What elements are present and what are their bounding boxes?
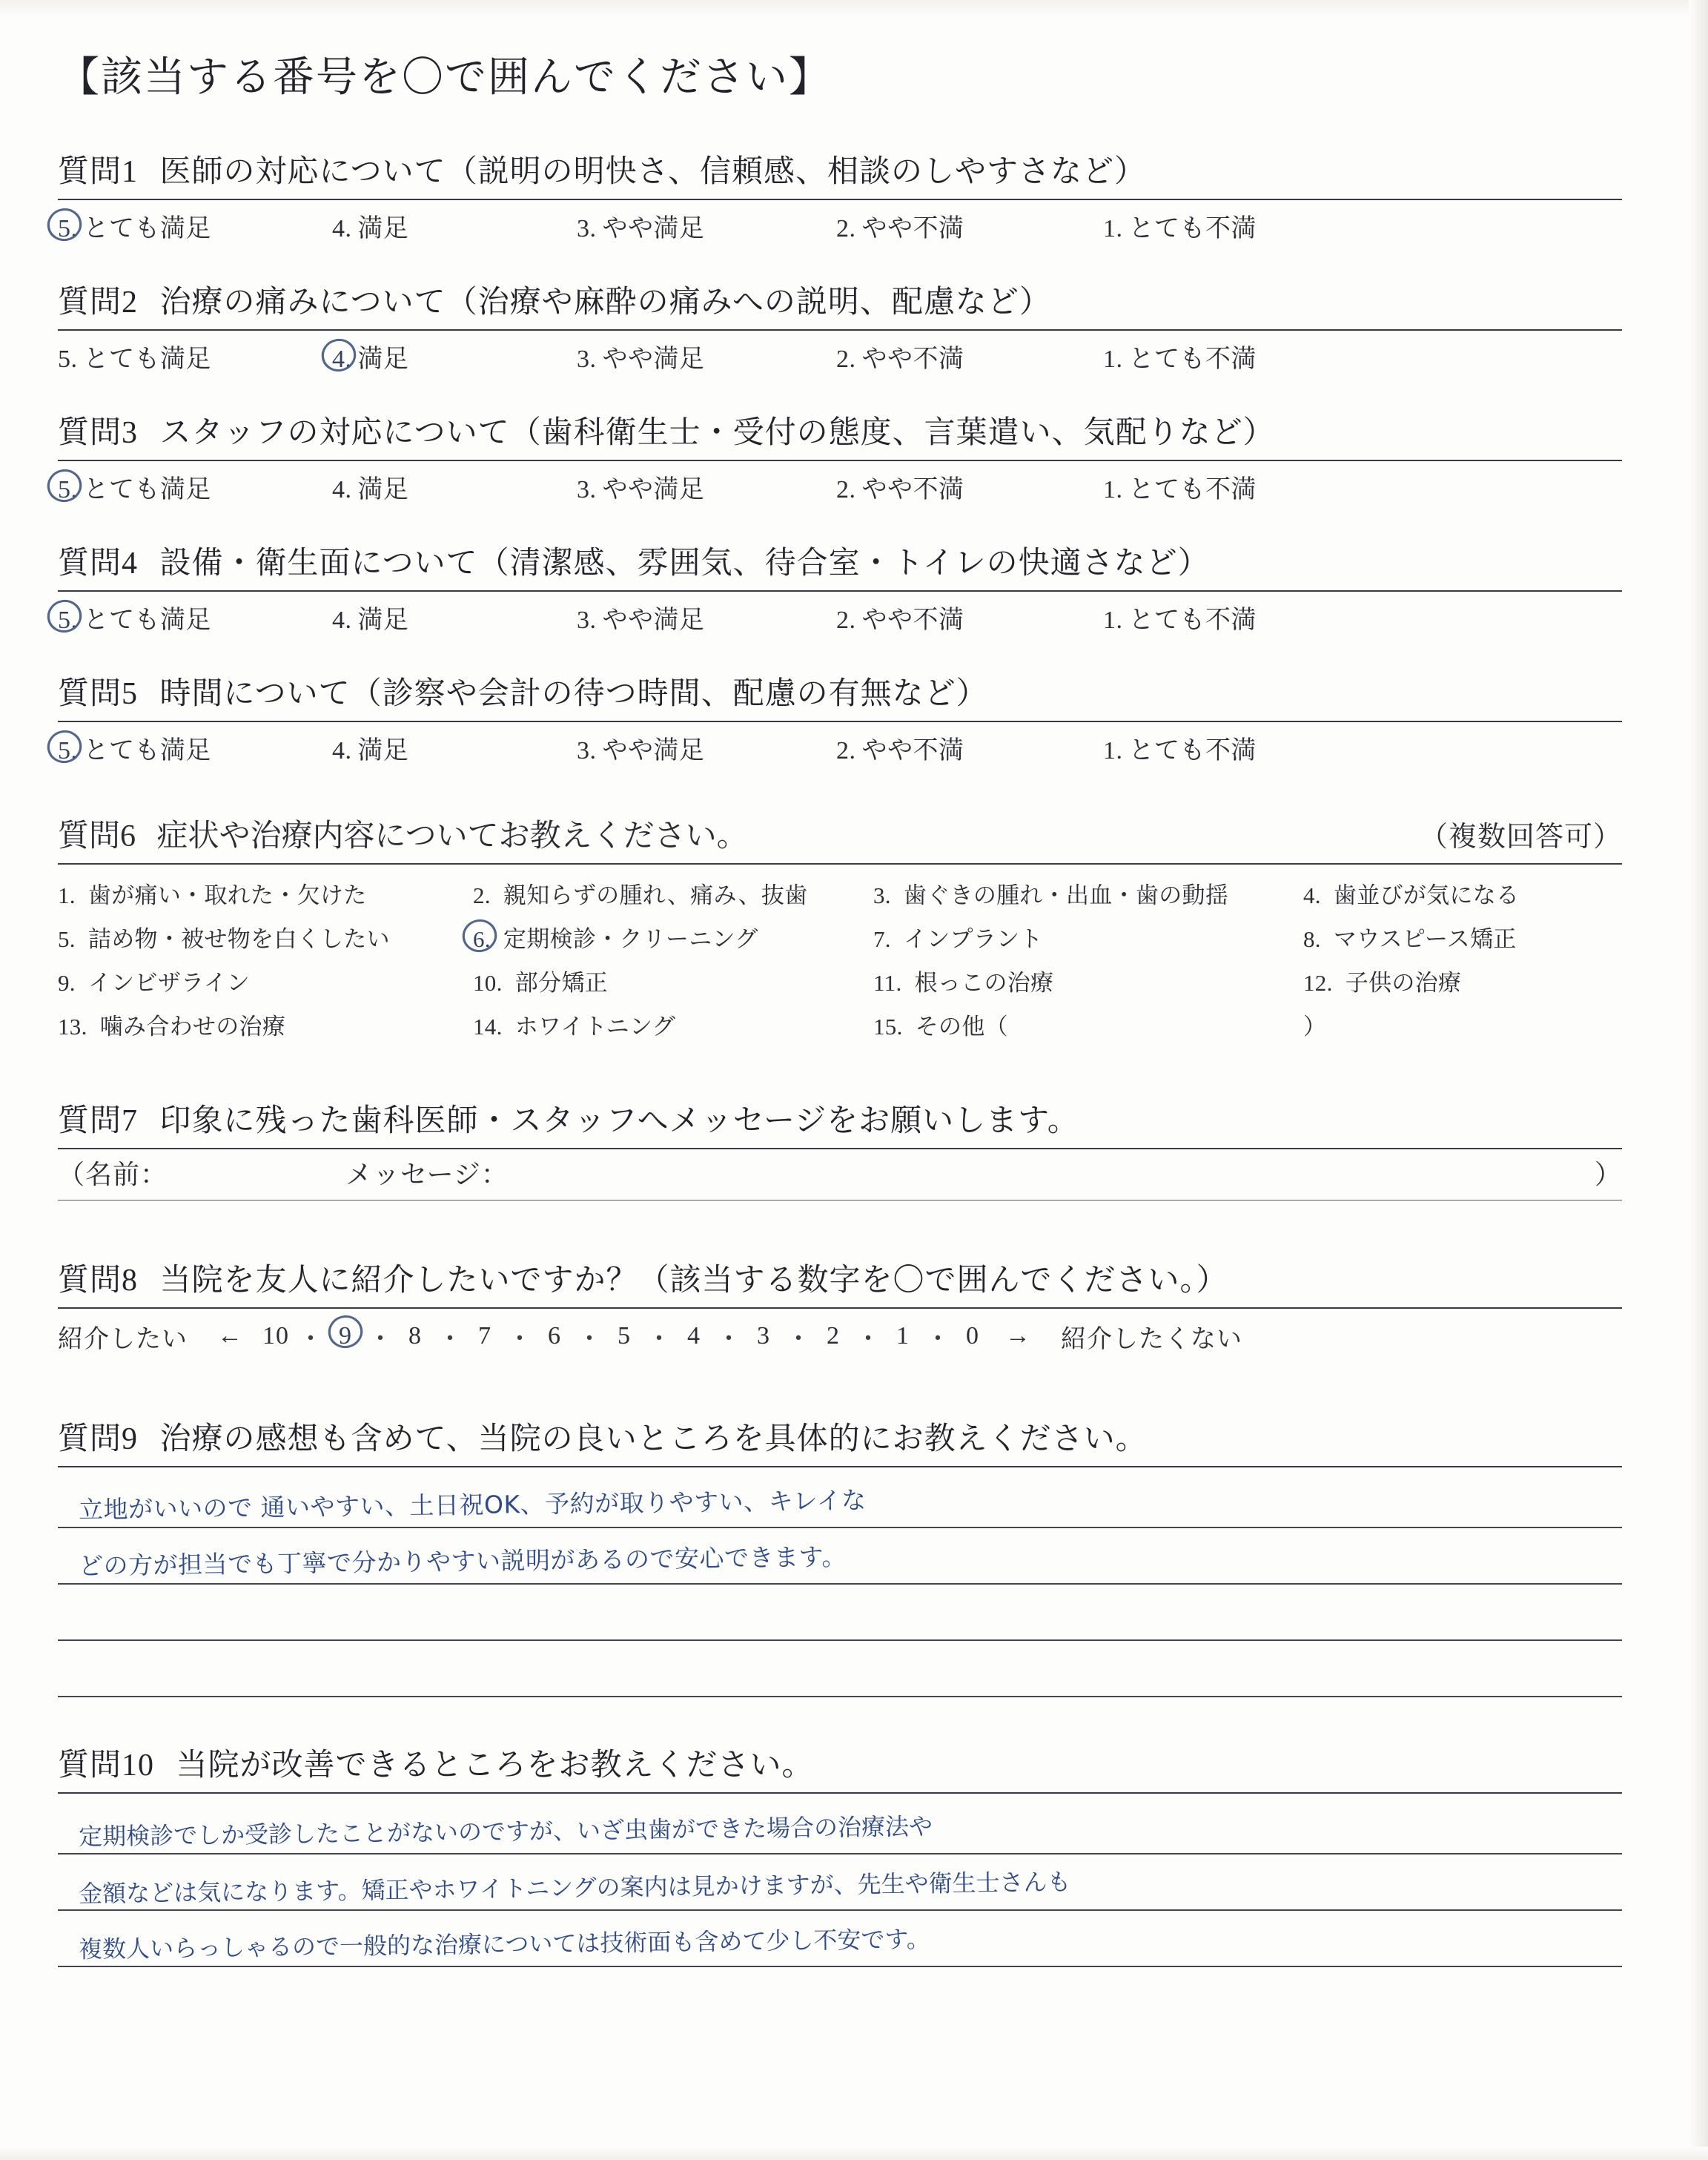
q6-option-1-label: 歯が痛い・取れた・欠けた xyxy=(87,882,367,908)
question-5-text: 時間について（診察や会計の待つ時間、配慮の有無など） xyxy=(159,677,988,711)
q6-option-12-label: 子供の治療 xyxy=(1345,970,1462,996)
question-2-text: 治療の痛みについて（治療や麻酔の痛みへの説明、配慮など） xyxy=(159,285,1051,320)
question-9-answer-area[interactable] xyxy=(58,1472,1622,1697)
q8-number-6[interactable]: 6 xyxy=(548,1322,561,1350)
answer-line[interactable] xyxy=(58,1472,1622,1528)
option-2[interactable] xyxy=(836,599,1103,635)
option-1[interactable] xyxy=(1103,469,1257,505)
q6-option-11[interactable] xyxy=(873,964,1303,997)
option-2[interactable] xyxy=(836,469,1103,505)
q8-number-4[interactable]: 4 xyxy=(687,1322,701,1350)
option-4-label: 満足 xyxy=(357,736,409,764)
question-4-options xyxy=(58,596,1622,638)
question-10-answer-area[interactable] xyxy=(58,1798,1622,1967)
q6-option-9-number[interactable]: 9. xyxy=(58,970,76,996)
option-4-number[interactable]: 4. xyxy=(332,736,352,764)
q8-number-1[interactable]: 1 xyxy=(896,1322,910,1350)
q6-option-12[interactable] xyxy=(1303,964,1615,997)
option-2-number[interactable]: 2. xyxy=(836,475,856,503)
question-7-heading xyxy=(58,1096,1622,1140)
option-4-label: 満足 xyxy=(357,606,409,634)
question-4-label: 質問4 xyxy=(58,546,139,581)
q8-separator: ・ xyxy=(437,1325,463,1353)
question-8-rule xyxy=(58,1307,1622,1309)
option-2-number[interactable]: 2. xyxy=(836,214,856,242)
option-4-number[interactable]: 4. xyxy=(332,475,352,503)
q8-right-label: 紹介したくない xyxy=(1061,1325,1242,1353)
question-3-options xyxy=(58,466,1622,507)
handwritten-answer: 金額などは気になります。矯正やホワイトニングの案内は見かけますが、先生や衛生士さんも xyxy=(78,1867,1071,1909)
q6-option-10-number[interactable]: 10. xyxy=(473,970,503,996)
answer-line[interactable] xyxy=(58,1798,1622,1855)
question-2-label: 質問2 xyxy=(58,285,139,320)
question-10-rule xyxy=(58,1792,1622,1794)
question-3 xyxy=(58,408,1622,507)
option-1[interactable] xyxy=(1103,599,1257,635)
q6-option-2-number[interactable]: 2. xyxy=(473,882,491,908)
q8-left-arrow-icon: ← xyxy=(217,1322,243,1350)
question-9 xyxy=(58,1414,1622,1697)
q6-option-15[interactable] xyxy=(873,1008,1303,1041)
answer-line[interactable] xyxy=(58,1528,1622,1585)
option-1-number[interactable]: 1. xyxy=(1103,214,1123,242)
question-8-text: 当院を友人に紹介したいですか？（該当する数字を〇で囲んでください。） xyxy=(159,1264,1228,1298)
option-2[interactable] xyxy=(836,208,1103,244)
q6-option-5-number[interactable]: 5. xyxy=(58,926,76,952)
q6-option-11-number[interactable]: 11. xyxy=(873,970,902,996)
q6-option-7[interactable] xyxy=(873,920,1303,954)
q6-option-15-number[interactable]: 15. xyxy=(873,1014,903,1040)
option-3-number[interactable]: 3. xyxy=(577,736,597,764)
question-6-options xyxy=(58,869,1622,1041)
option-5-label: とても満足 xyxy=(83,736,211,764)
option-3-number[interactable]: 3. xyxy=(577,214,597,242)
option-5-label: とても満足 xyxy=(83,475,211,503)
option-4-label: 満足 xyxy=(357,475,409,503)
question-3-rule xyxy=(58,460,1622,461)
q6-option-4[interactable] xyxy=(1303,876,1615,910)
option-3-number[interactable]: 3. xyxy=(577,475,597,503)
option-4[interactable] xyxy=(332,469,577,505)
question-6-label: 質問6 xyxy=(58,819,136,853)
q6-option-8-label: マウスピース矯正 xyxy=(1333,926,1517,952)
answer-line[interactable] xyxy=(58,1641,1622,1697)
option-5[interactable] xyxy=(58,338,332,374)
question-1-heading xyxy=(58,147,1622,191)
q6-option-3[interactable] xyxy=(873,876,1303,910)
q8-number-9-circled[interactable]: 9 xyxy=(339,1322,352,1350)
option-5[interactable] xyxy=(58,469,332,505)
option-5-number[interactable]: 5. xyxy=(58,214,78,242)
q8-separator: ・ xyxy=(646,1325,672,1353)
option-5[interactable] xyxy=(58,208,332,244)
q6-option-7-label: インプラント xyxy=(903,926,1043,952)
q8-number-3[interactable]: 3 xyxy=(757,1322,770,1350)
option-3-label: やや満足 xyxy=(602,345,705,373)
option-2-label: やや不満 xyxy=(861,345,964,373)
q6-option-12-number[interactable]: 12. xyxy=(1303,970,1333,996)
q6-option-11-label: 根っこの治療 xyxy=(914,970,1054,996)
question-5-rule xyxy=(58,721,1622,722)
option-2-number[interactable]: 2. xyxy=(836,345,856,373)
q7-name-label: （名前： xyxy=(58,1160,168,1189)
question-3-heading xyxy=(58,408,1622,452)
question-9-label: 質問9 xyxy=(58,1422,139,1456)
q8-separator: ・ xyxy=(368,1325,394,1353)
q8-separator: ・ xyxy=(925,1325,951,1353)
q6-option-8-number[interactable]: 8. xyxy=(1303,926,1321,952)
option-4-label: 満足 xyxy=(357,345,409,373)
scan-edge-top xyxy=(0,0,1708,16)
question-2-options xyxy=(58,335,1622,377)
q6-option-14-number[interactable]: 14. xyxy=(473,1014,503,1040)
question-9-heading xyxy=(58,1414,1622,1459)
question-8-scale xyxy=(58,1313,1622,1359)
question-6-rule xyxy=(58,863,1622,865)
q6-option-2[interactable] xyxy=(473,876,873,910)
question-7-answer-row xyxy=(58,1154,1622,1200)
q8-number-7[interactable]: 7 xyxy=(478,1322,491,1350)
option-1[interactable] xyxy=(1103,338,1257,374)
option-4-number[interactable]: 4. xyxy=(332,606,352,634)
q6-option-9[interactable] xyxy=(58,964,473,997)
q6-option-6-number[interactable]: 6. xyxy=(473,926,491,952)
scan-edge-right xyxy=(1689,0,1708,2160)
option-5-number[interactable]: 5. xyxy=(58,345,78,373)
handwritten-answer: 複数人いらっしゃるので一般的な治療については技術面も含めて少し不安です。 xyxy=(78,1924,931,1964)
q8-separator: ・ xyxy=(786,1325,812,1353)
option-3[interactable] xyxy=(577,208,836,244)
question-7 xyxy=(58,1096,1622,1200)
q6-option-6[interactable] xyxy=(473,920,873,954)
option-3-label: やや満足 xyxy=(602,214,705,242)
question-1 xyxy=(58,147,1622,246)
option-4-number[interactable]: 4. xyxy=(332,345,352,373)
option-5[interactable] xyxy=(58,730,332,766)
q6-option-4-number[interactable]: 4. xyxy=(1303,882,1321,908)
question-8-label: 質問8 xyxy=(58,1264,139,1298)
option-3[interactable] xyxy=(577,469,836,505)
option-2-number[interactable]: 2. xyxy=(836,736,856,764)
q8-number-0[interactable]: 0 xyxy=(966,1322,979,1350)
question-1-rule xyxy=(58,199,1622,200)
q8-scale-numbers xyxy=(254,1318,995,1355)
q6-option-14[interactable] xyxy=(473,1008,873,1041)
option-2[interactable] xyxy=(836,338,1103,374)
question-4-rule xyxy=(58,590,1622,592)
question-5-heading xyxy=(58,669,1622,713)
question-2-rule xyxy=(58,329,1622,331)
q6-option-1[interactable] xyxy=(58,876,473,910)
q7-message-label: メッセージ： xyxy=(345,1160,509,1189)
question-4-text: 設備・衛生面について（清潔感、雰囲気、待合室・トイレの快適さなど） xyxy=(159,546,1210,581)
q8-number-8[interactable]: 8 xyxy=(408,1322,422,1350)
option-5-label: とても満足 xyxy=(83,606,211,634)
option-2-label: やや不満 xyxy=(861,736,964,764)
option-2[interactable] xyxy=(836,730,1103,766)
answer-line[interactable] xyxy=(58,1855,1622,1911)
option-5-label: とても満足 xyxy=(83,214,211,242)
q6-option-13[interactable] xyxy=(58,1008,473,1041)
option-5-number[interactable]: 5. xyxy=(58,475,78,503)
q6-option-5[interactable] xyxy=(58,920,473,954)
handwritten-answer: 定期検診でしか受診したことがないのですが、いざ虫歯ができた場合の治療法や xyxy=(78,1811,933,1852)
q6-option-10[interactable] xyxy=(473,964,873,997)
option-4-label: 満足 xyxy=(357,214,409,242)
q6-option-3-number[interactable]: 3. xyxy=(873,882,891,908)
option-2-number[interactable]: 2. xyxy=(836,606,856,634)
q6-option-13-number[interactable]: 13. xyxy=(58,1014,87,1040)
q8-separator: ・ xyxy=(507,1325,533,1353)
question-10-heading xyxy=(58,1740,1622,1785)
q8-right-arrow-icon: → xyxy=(1005,1322,1031,1350)
option-2-label: やや不満 xyxy=(861,606,964,634)
question-4-heading xyxy=(58,538,1622,583)
q6-option-10-label: 部分矯正 xyxy=(514,970,608,996)
question-2 xyxy=(58,277,1622,377)
q8-number-9[interactable] xyxy=(323,1322,368,1350)
answer-line[interactable] xyxy=(58,1911,1622,1967)
option-1-number[interactable]: 1. xyxy=(1103,345,1123,373)
option-1-label: とても不満 xyxy=(1128,606,1257,634)
handwritten-answer: どの方が担当でも丁寧で分かりやすい説明があるので安心できます。 xyxy=(78,1542,847,1581)
question-10-label: 質問10 xyxy=(58,1748,155,1783)
q6-option-2-label: 親知らずの腫れ、痛み、抜歯 xyxy=(503,882,808,908)
question-6-note: （複数回答可） xyxy=(1419,822,1622,853)
option-5[interactable] xyxy=(58,599,332,635)
question-7-label: 質問7 xyxy=(58,1104,139,1138)
q6-option-5-label: 詰め物・被せ物を白くしたい xyxy=(87,926,390,952)
option-4[interactable] xyxy=(332,599,577,635)
option-3-label: やや満足 xyxy=(602,736,705,764)
question-5 xyxy=(58,669,1622,768)
option-4-number[interactable]: 4. xyxy=(332,214,352,242)
q8-separator: ・ xyxy=(577,1325,603,1353)
q8-separator: ・ xyxy=(298,1325,324,1353)
option-1-label: とても不満 xyxy=(1128,345,1257,373)
question-4 xyxy=(58,538,1622,638)
option-2-label: やや不満 xyxy=(861,214,964,242)
q8-number-10[interactable]: 10 xyxy=(262,1322,289,1350)
option-1[interactable] xyxy=(1103,208,1257,244)
question-8 xyxy=(58,1255,1622,1359)
q8-separator: ・ xyxy=(855,1325,881,1353)
survey-content xyxy=(58,44,1622,1981)
q6-option-4-label: 歯並びが気になる xyxy=(1333,882,1520,908)
option-1-label: とても不満 xyxy=(1128,736,1257,764)
question-6 xyxy=(58,811,1622,1041)
handwritten-answer: 立地がいいので 通いやすい、土日祝OK、予約が取りやすい、キレイな xyxy=(78,1485,867,1525)
q6-option-9-label: インビザライン xyxy=(87,970,251,996)
question-7-text: 印象に残った歯科医師・スタッフへメッセージをお願いします。 xyxy=(159,1104,1079,1138)
question-3-label: 質問3 xyxy=(58,416,139,450)
option-3-label: やや満足 xyxy=(602,475,705,503)
question-10 xyxy=(58,1740,1622,1967)
option-5-number[interactable]: 5. xyxy=(58,736,78,764)
option-3-label: やや満足 xyxy=(602,606,705,634)
scan-edge-bottom xyxy=(0,2147,1708,2160)
option-1[interactable] xyxy=(1103,730,1257,766)
question-5-options xyxy=(58,727,1622,768)
q6-option-13-label: 噛み合わせの治療 xyxy=(99,1014,286,1040)
q8-separator: ・ xyxy=(716,1325,742,1353)
option-1-label: とても不満 xyxy=(1128,214,1257,242)
q6-option-6-label: 定期検診・クリーニング xyxy=(503,926,758,952)
page-title: 【該当する番号を〇で囲んでください】 xyxy=(58,55,832,101)
question-9-rule xyxy=(58,1466,1622,1467)
q6-option-7-number[interactable]: 7. xyxy=(873,926,891,952)
q6-option-15-label: その他（ xyxy=(915,1014,1008,1040)
question-8-heading xyxy=(58,1255,1622,1300)
question-3-text: スタッフの対応について（歯科衛生士・受付の態度、言葉遣い、気配りなど） xyxy=(159,416,1275,450)
question-6-text: 症状や治療内容についてお教えください。 xyxy=(156,819,748,853)
option-3[interactable] xyxy=(577,599,836,635)
q7-close-paren: ） xyxy=(1594,1160,1622,1189)
q8-left-label: 紹介したい xyxy=(58,1325,188,1353)
option-3[interactable] xyxy=(577,338,836,374)
option-3-number[interactable]: 3. xyxy=(577,345,597,373)
option-2-label: やや不満 xyxy=(861,475,964,503)
option-5-number[interactable]: 5. xyxy=(58,606,78,634)
option-5-label: とても満足 xyxy=(83,345,211,373)
option-1-number[interactable]: 1. xyxy=(1103,606,1123,634)
q6-other-close-paren: ） xyxy=(1303,1014,1327,1040)
q8-number-2[interactable]: 2 xyxy=(827,1322,840,1350)
question-1-label: 質問1 xyxy=(58,155,139,189)
option-4[interactable] xyxy=(332,338,577,374)
option-4[interactable] xyxy=(332,208,577,244)
option-1-label: とても不満 xyxy=(1128,475,1257,503)
option-4[interactable] xyxy=(332,730,577,766)
question-1-text: 医師の対応について（説明の明快さ、信頼感、相談のしやすさなど） xyxy=(159,155,1146,189)
option-1-number[interactable]: 1. xyxy=(1103,475,1123,503)
option-3[interactable] xyxy=(577,730,836,766)
question-6-heading xyxy=(58,811,1622,856)
q6-option-8[interactable] xyxy=(1303,920,1615,954)
q8-number-5[interactable]: 5 xyxy=(618,1322,631,1350)
answer-line[interactable] xyxy=(58,1585,1622,1641)
question-2-heading xyxy=(58,277,1622,322)
question-7-rule xyxy=(58,1148,1622,1149)
question-9-text: 治療の感想も含めて、当院の良いところを具体的にお教えください。 xyxy=(159,1422,1148,1456)
q6-option-1-number[interactable]: 1. xyxy=(58,882,76,908)
question-10-text: 当院が改善できるところをお教えください。 xyxy=(176,1748,814,1783)
option-1-number[interactable]: 1. xyxy=(1103,736,1123,764)
question-1-options xyxy=(58,205,1622,246)
option-3-number[interactable]: 3. xyxy=(577,606,597,634)
q6-option-3-label: 歯ぐきの腫れ・出血・歯の動揺 xyxy=(903,882,1229,908)
q6-option-14-label: ホワイトニング xyxy=(514,1014,676,1040)
question-5-label: 質問5 xyxy=(58,677,139,711)
